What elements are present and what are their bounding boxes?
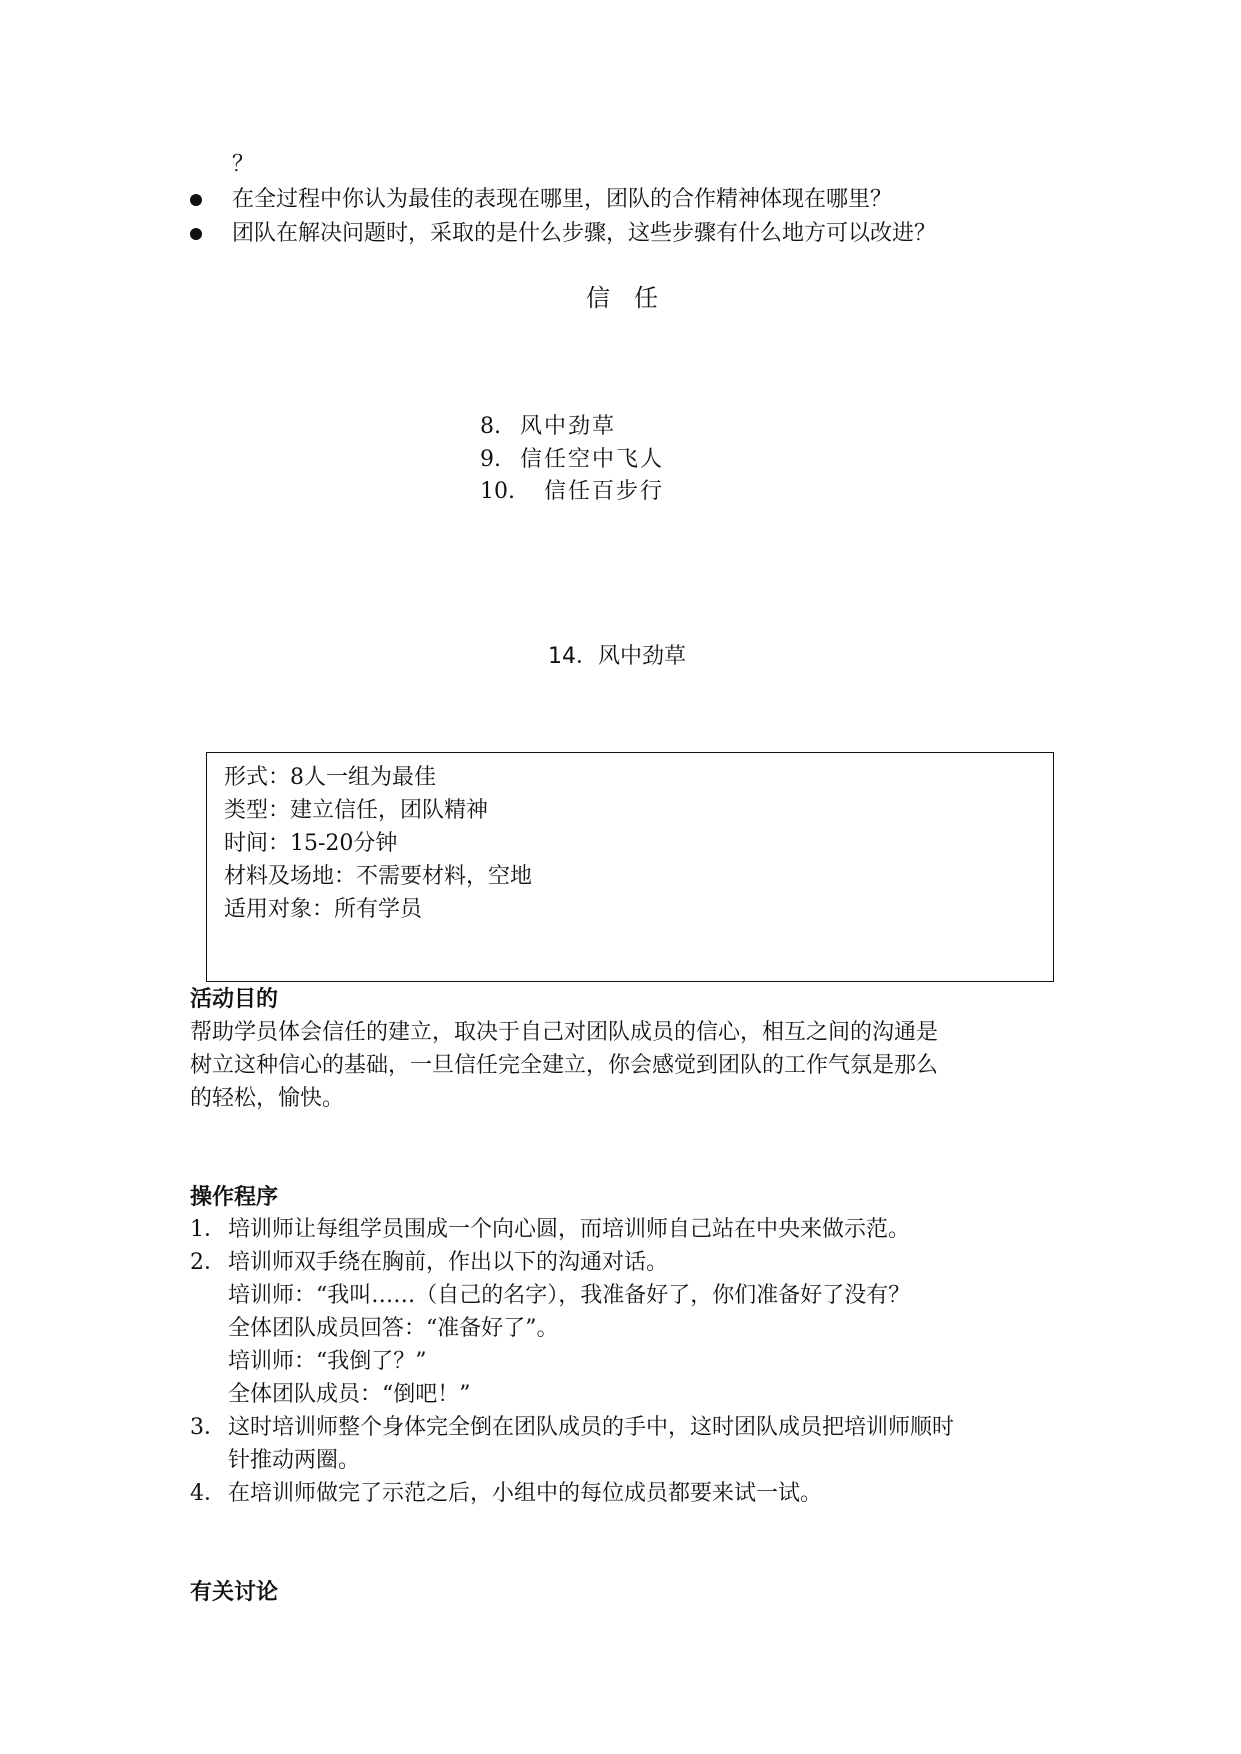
step-number: 3． — [190, 1415, 226, 1440]
toc-label: 信任百步行 — [544, 479, 665, 504]
step-line: 培训师双手绕在胸前，作出以下的沟通对话。 — [228, 1250, 669, 1275]
activity-title: 14．风中劲草 — [548, 644, 686, 669]
toc-number: 9. — [480, 447, 501, 472]
procedure-heading: 操作程序 — [190, 1185, 279, 1210]
step-number: 1． — [190, 1217, 226, 1242]
purpose-line: 树立这种信心的基础，一旦信任完全建立，你会感觉到团队的工作气氛是那么 — [190, 1053, 939, 1078]
info-type: 类型：建立信任，团队精神 — [224, 798, 489, 823]
step-number: 2． — [190, 1250, 226, 1275]
bullet-dot-icon — [190, 228, 202, 240]
toc-label: 信任空中飞人 — [520, 447, 665, 472]
info-time: 时间：15-20分钟 — [224, 831, 398, 856]
step-line: 针推动两圈。 — [228, 1448, 361, 1473]
purpose-line: 帮助学员体会信任的建立，取决于自己对团队成员的信心，相互之间的沟通是 — [190, 1020, 939, 1045]
info-materials: 材料及场地：不需要材料，空地 — [224, 864, 533, 889]
step-line: 全体团队成员回答：“准备好了”。 — [228, 1316, 559, 1341]
step-line: 培训师让每组学员围成一个向心圆，而培训师自己站在中央来做示范。 — [228, 1217, 911, 1242]
info-audience: 适用对象：所有学员 — [224, 897, 423, 922]
step-line: 这时培训师整个身体完全倒在团队成员的手中，这时团队成员把培训师顺时 — [228, 1415, 955, 1440]
info-form: 形式：8人一组为最佳 — [224, 765, 436, 790]
step-line: 在培训师做完了示范之后，小组中的每位成员都要来试一试。 — [228, 1481, 823, 1506]
continued-question-mark: ？ — [232, 152, 255, 177]
purpose-line: 的轻松，愉快。 — [190, 1086, 345, 1111]
toc-label: 风中劲草 — [520, 414, 617, 439]
toc-number: 8. — [480, 414, 501, 439]
step-line: 培训师：“我倒了？” — [228, 1349, 427, 1374]
purpose-heading: 活动目的 — [190, 987, 279, 1012]
bullet-item: 团队在解决问题时，采取的是什么步骤，这些步骤有什么地方可以改进？ — [232, 221, 937, 246]
section-title: 信 任 — [586, 284, 658, 312]
bullet-item: 在全过程中你认为最佳的表现在哪里，团队的合作精神体现在哪里？ — [232, 187, 893, 212]
step-line: 全体团队成员：“倒吧！” — [228, 1382, 471, 1407]
step-number: 4． — [190, 1481, 226, 1506]
discussion-heading: 有关讨论 — [190, 1580, 279, 1605]
toc-number: 10. — [480, 479, 515, 504]
step-line: 培训师：“我叫……（自己的名字），我准备好了，你们准备好了没有？ — [228, 1283, 911, 1308]
bullet-dot-icon — [190, 194, 202, 206]
